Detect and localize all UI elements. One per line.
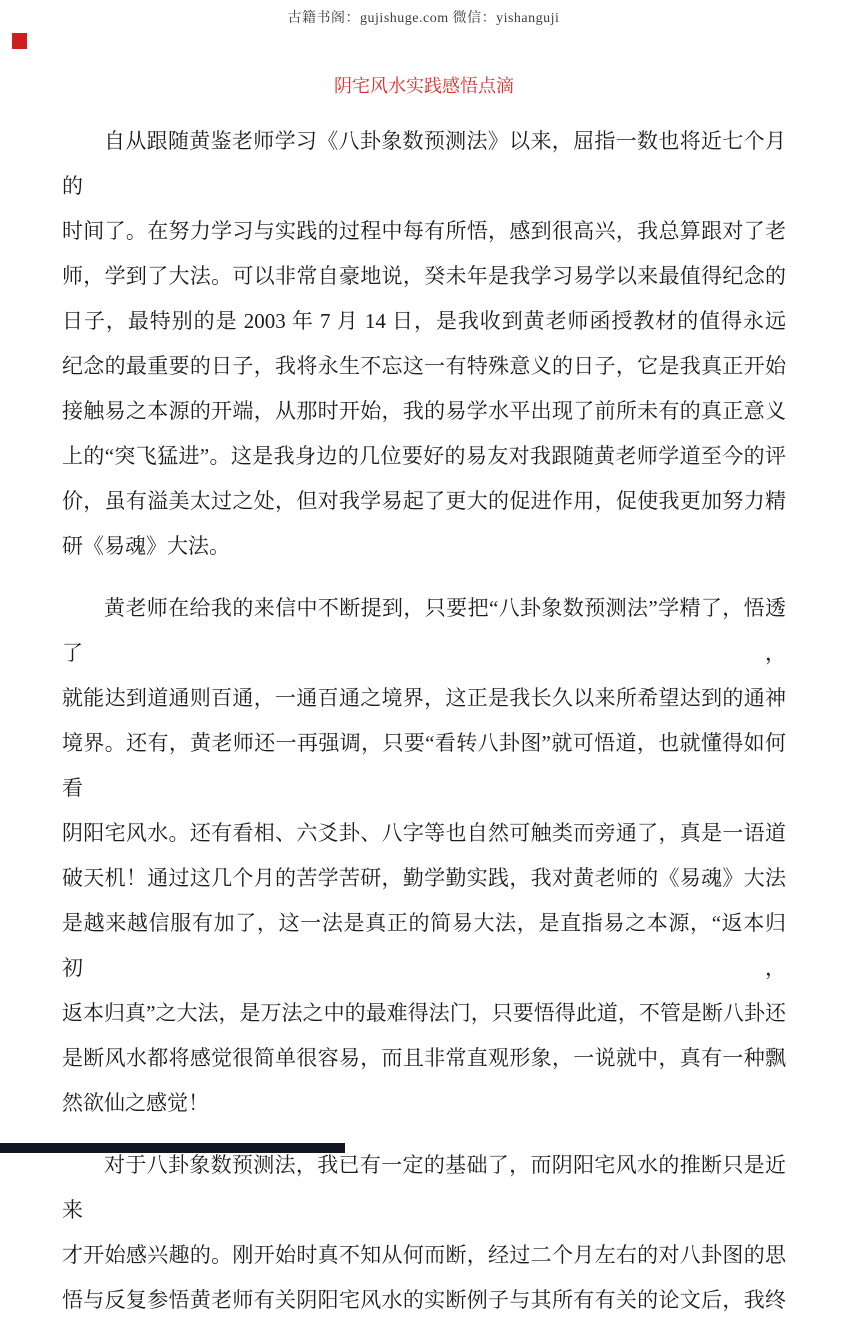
paragraph-2 bbox=[62, 586, 786, 1126]
red-square-icon bbox=[12, 33, 27, 49]
text-line: 价，虽有溢美太过之处，但对我学易起了更大的促进作用，促使我更加努力精 bbox=[62, 489, 786, 513]
bottom-bar bbox=[0, 1143, 345, 1153]
text-line: 日子，最特别的是 2003 年 7 月 14 日，是我收到黄老师函授教材的值得永远 bbox=[62, 309, 786, 333]
text-line: 是越来越信服有加了，这一法是真正的简易大法，是直指易之本源，“返本归初， bbox=[62, 911, 786, 980]
document-body bbox=[62, 119, 786, 1340]
text-line: 上的“突飞猛进”。这是我身边的几位要好的易友对我跟随黄老师学道至今的评 bbox=[62, 444, 786, 468]
paragraph-1 bbox=[62, 119, 786, 569]
text-line: 破天机！通过这几个月的苦学苦研，勤学勤实践，我对黄老师的《易魂》大法 bbox=[62, 866, 786, 890]
text-line: 师，学到了大法。可以非常自豪地说，癸未年是我学习易学以来最值得纪念的 bbox=[62, 264, 786, 288]
text-line: 自从跟随黄鉴老师学习《八卦象数预测法》以来，屈指一数也将近七个月的 bbox=[62, 129, 786, 198]
text-line: 返本归真”之大法，是万法之中的最难得法门，只要悟得此道，不管是断八卦还 bbox=[62, 1001, 786, 1025]
text-line: 纪念的最重要的日子，我将永生不忘这一有特殊意义的日子，它是我真正开始 bbox=[62, 354, 786, 378]
text-line: 研《易魂》大法。 bbox=[62, 534, 230, 558]
text-line: 黄老师在给我的来信中不断提到，只要把“八卦象数预测法”学精了，悟透了， bbox=[62, 596, 786, 665]
text-line: 就能达到道通则百通，一通百通之境界，这正是我长久以来所希望达到的通神 bbox=[62, 686, 786, 710]
text-line: 时间了。在努力学习与实践的过程中每有所悟，感到很高兴，我总算跟对了老 bbox=[62, 219, 786, 243]
text-line: 然欲仙之感觉！ bbox=[62, 1091, 209, 1115]
text-line: 接触易之本源的开端，从那时开始，我的易学水平出现了前所未有的真正意义 bbox=[62, 399, 786, 423]
text-line: 才开始感兴趣的。刚开始时真不知从何而断，经过二个月左右的对八卦图的思 bbox=[62, 1243, 786, 1267]
text-line: 境界。还有，黄老师还一再强调，只要“看转八卦图”就可悟道，也就懂得如何看 bbox=[62, 731, 786, 800]
text-line: 阴阳宅风水。还有看相、六爻卦、八字等也自然可触类而旁通了，真是一语道 bbox=[62, 821, 786, 845]
text-line: 悟与反复参悟黄老师有关阴阳宅风水的实断例子与其所有有关的论文后，我终 bbox=[62, 1288, 786, 1312]
document-title: 阴宅风水实践感悟点滴 bbox=[334, 76, 514, 96]
text-line: 对于八卦象数预测法，我已有一定的基础了，而阴阳宅风水的推断只是近来 bbox=[62, 1153, 786, 1222]
site-watermark-text: 古籍书阁：gujishuge.com 微信：yishanguji bbox=[287, 11, 560, 26]
text-line: 是断风水都将感觉很简单很容易，而且非常直观形象，一说就中，真有一种飘 bbox=[62, 1046, 786, 1070]
paragraph-3 bbox=[62, 1143, 786, 1323]
